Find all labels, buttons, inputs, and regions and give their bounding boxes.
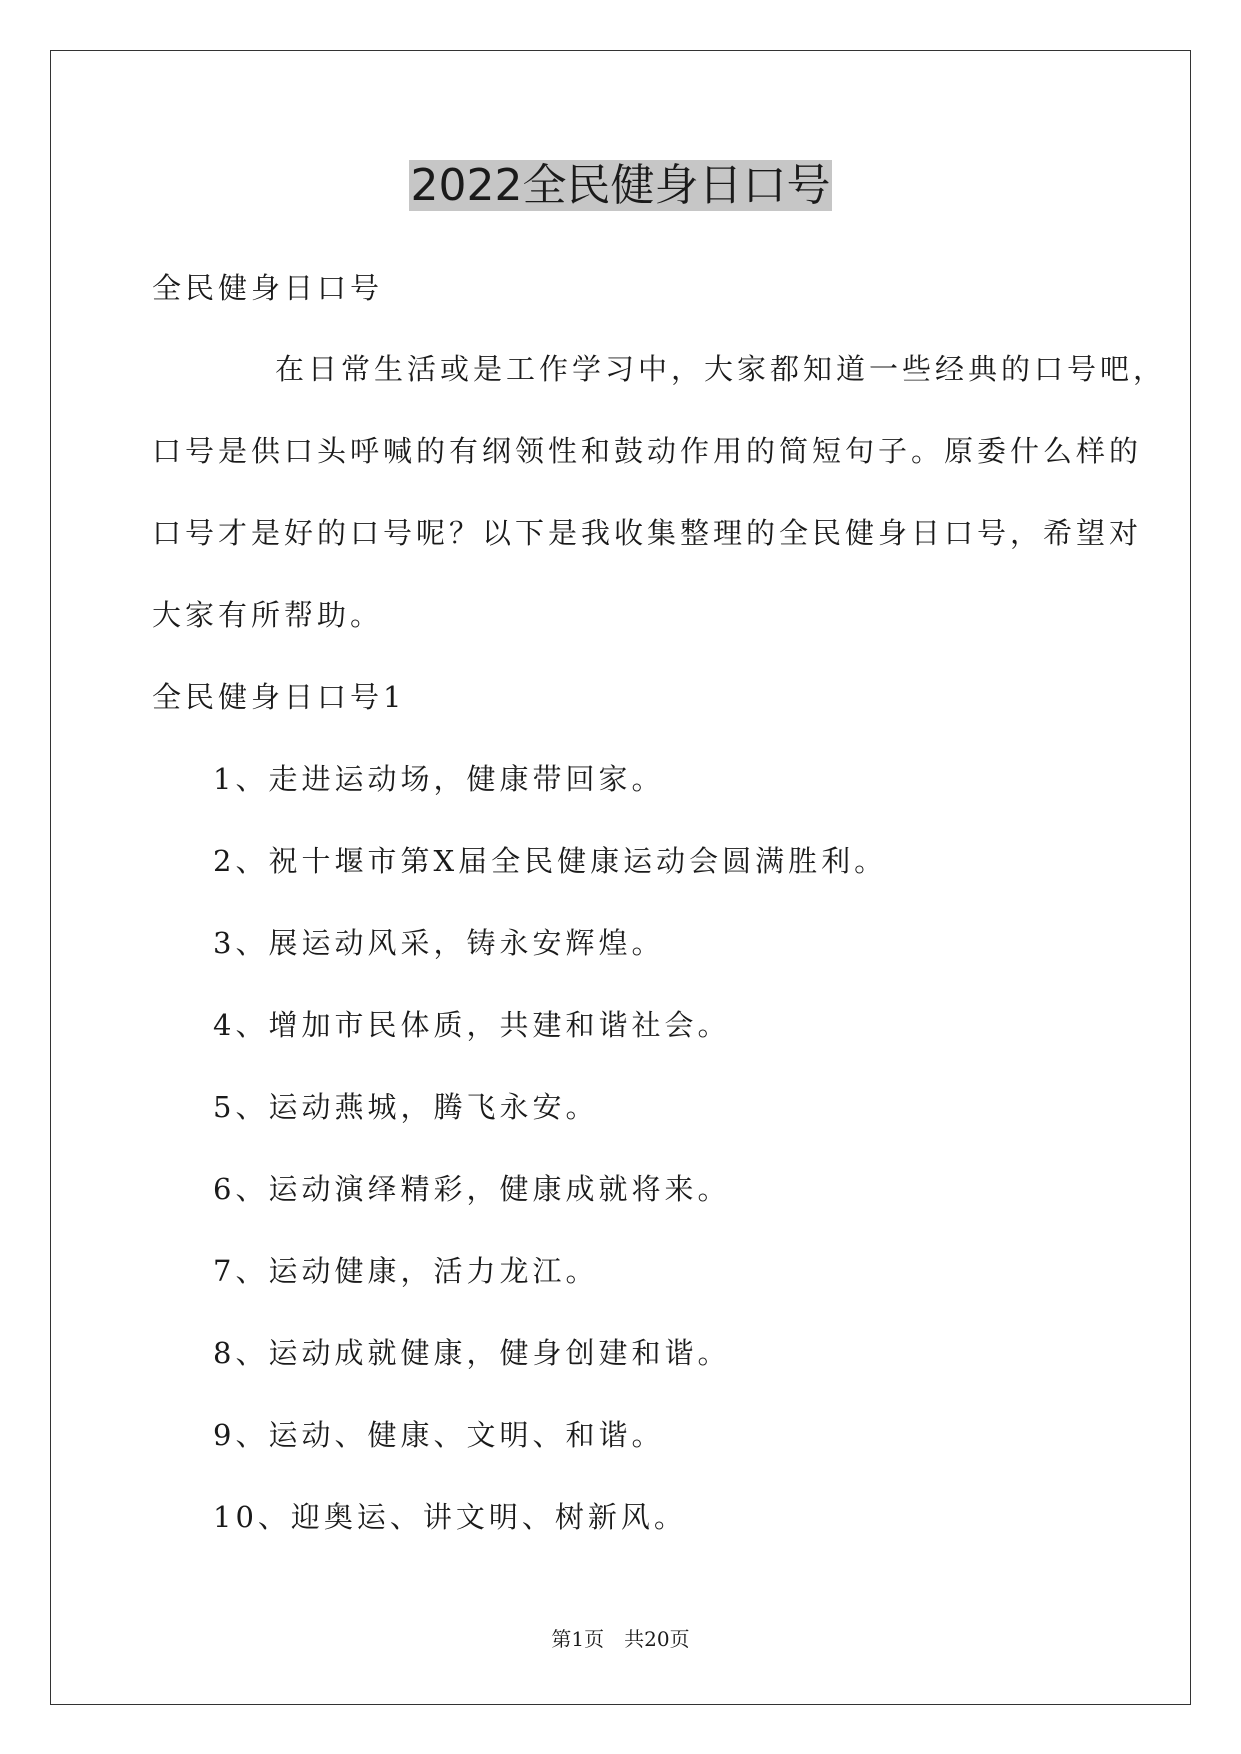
slogan-item-5: 5、运动燕城，腾飞永安。 (213, 1090, 599, 1124)
page-number-footer: 第1页 共20页 (551, 1627, 690, 1651)
slogan-item-7: 7、运动健康，活力龙江。 (213, 1254, 599, 1288)
slogan-item-10: 10、迎奥运、讲文明、树新风。 (213, 1500, 687, 1534)
slogan-item-2: 2、祝十堰市第X届全民健康运动会圆满胜利。 (213, 844, 888, 878)
intro-line-1: 在日常生活或是工作学习中，大家都知道一些经典的口号吧， (275, 352, 1167, 386)
slogan-item-1: 1、走进运动场，健康带回家。 (213, 762, 665, 796)
slogan-item-6: 6、运动演绎精彩，健康成就将来。 (213, 1172, 731, 1206)
slogan-item-3: 3、展运动风采，铸永安辉煌。 (213, 926, 665, 960)
document-title (0, 158, 1241, 214)
slogan-item-8: 8、运动成就健康，健身创建和谐。 (213, 1336, 731, 1370)
intro-line-4: 大家有所帮助。 (152, 598, 384, 632)
document-subtitle: 全民健身日口号 (152, 271, 384, 305)
intro-line-2: 口号是供口头呼喊的有纲领性和鼓动作用的简短句子。原委什么样的 (152, 434, 1143, 468)
slogan-item-9: 9、运动、健康、文明、和谐。 (213, 1418, 665, 1452)
section-heading: 全民健身日口号1 (152, 680, 406, 714)
slogan-item-4: 4、增加市民体质，共建和谐社会。 (213, 1008, 731, 1042)
intro-line-3: 口号才是好的口号呢？以下是我收集整理的全民健身日口号，希望对 (152, 516, 1143, 550)
document-title-text: 2022全民健身日口号 (410, 160, 831, 211)
